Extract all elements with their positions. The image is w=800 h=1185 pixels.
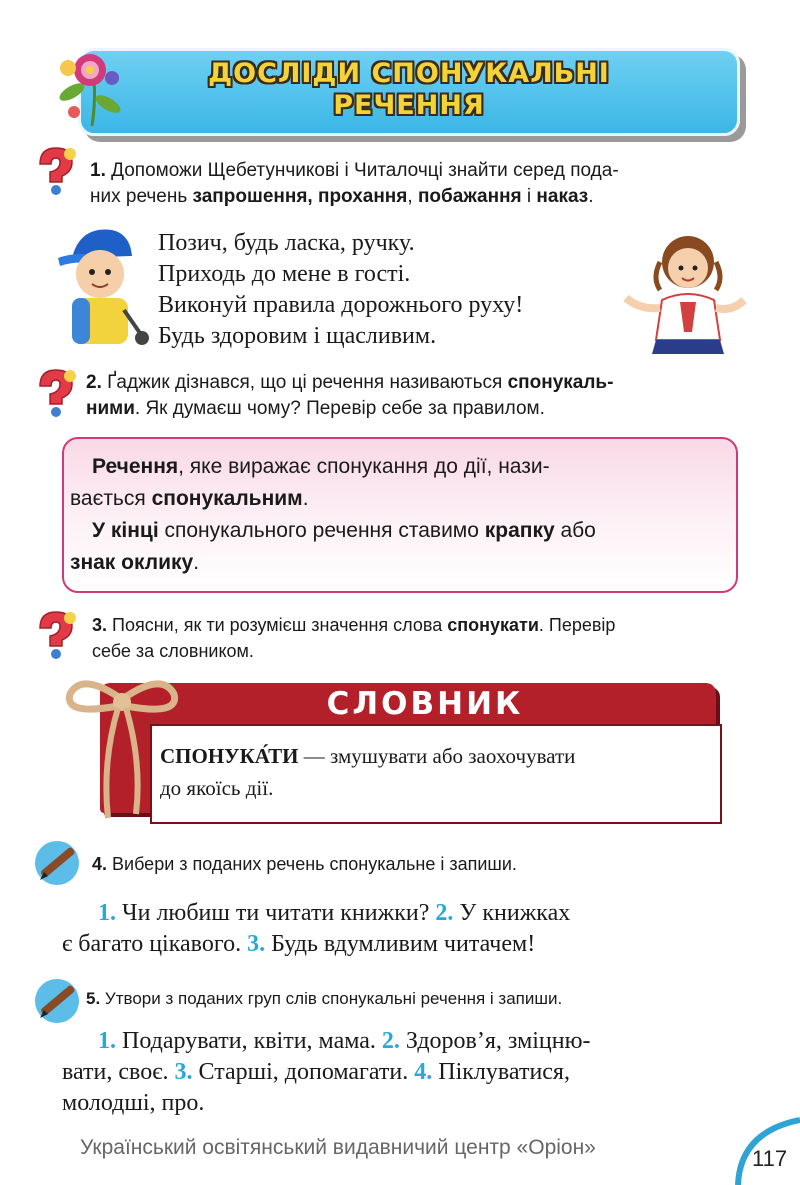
sentence-item: Приходь до мене в гості. — [158, 261, 411, 287]
sentence-item: Будь здоровим і щасливим. — [158, 323, 437, 349]
title-line-1: ДОСЛІДИ СПОНУКАЛЬНІ — [208, 58, 610, 89]
question-mark-icon — [34, 610, 78, 660]
publisher-footer: Український освітянський видавничий центр «Оріон» — [80, 1136, 596, 1159]
pen-icon — [32, 976, 82, 1026]
rule-text: Речення, яке виражає спонукання до дії, нази- вається спонукальним. У кінці спонукального речення ставимо крапку або знак оклику. — [70, 455, 596, 574]
task-5-word-groups: 1. Подарувати, квіти, мама. 2. Здоров’я, зміцню- вати, своє. 3. Старші, допомагати. 4. Піклуватися, молодші, про. — [62, 1028, 591, 1116]
question-mark-icon — [34, 368, 78, 418]
girl-illustration — [620, 228, 750, 356]
boy-illustration — [50, 218, 150, 358]
sentence-item: Виконуй правила дорожнього руху! — [158, 292, 524, 318]
question-mark-icon — [34, 146, 78, 196]
task-4-sentences: 1. Чи любиш ти читати книжки? 2. У книжках є багато цікавого. 3. Будь вдумливим читачем! — [62, 900, 571, 957]
title-line-2: РЕЧЕННЯ — [333, 90, 485, 121]
task-3-text: 3. Поясни, як ти розумієш значення слова спонукати. Перевір себе за словником. — [92, 615, 616, 661]
sentence-item: Позич, будь ласка, ручку. — [158, 230, 415, 256]
dictionary-title: СЛОВНИК — [326, 686, 524, 722]
page-title — [78, 58, 740, 122]
task-5-instruction: 5. Утвори з поданих груп слів спонукальні речення і запиши. — [86, 989, 563, 1008]
sentence-list — [158, 228, 523, 352]
task-2-text: 2. Ґаджик дізнався, що ці речення називаються спонукаль- ними. Як думаєш чому? Перевір себе за правилом. — [86, 372, 614, 419]
dictionary-definition: СПОНУКА́ТИ — змушувати або заохочувати до якоїсь дії. — [160, 744, 576, 800]
task-1-text: 1. Допоможи Щебетунчикові і Читалочці знайти серед пода- них речень запрошення, прохання, побажання і наказ. — [90, 160, 619, 207]
pen-icon — [32, 838, 82, 888]
dictionary-term: СПОНУКА́ТИ — [160, 744, 299, 768]
page-number: 117 — [752, 1146, 788, 1171]
task-4-instruction: 4. Вибери з поданих речень спонукальне і запиши. — [92, 854, 517, 874]
